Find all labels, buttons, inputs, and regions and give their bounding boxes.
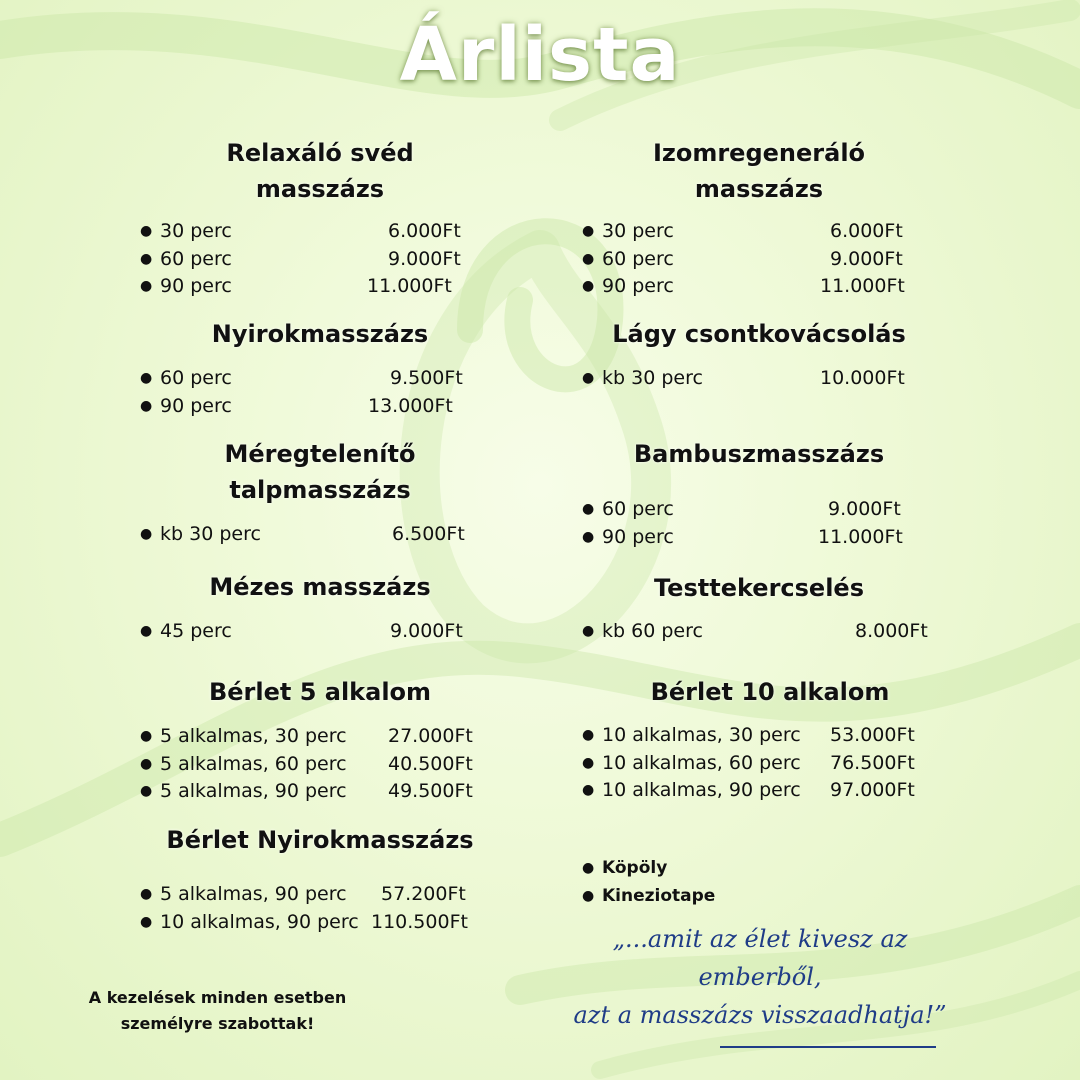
list-item	[582, 218, 922, 246]
item-label: 10 alkalmas, 90 perc	[160, 910, 359, 933]
section-title-line: Bérlet 10 alkalom	[650, 678, 890, 706]
item-price: 6.000Ft	[388, 220, 461, 242]
bullet-icon: ●	[140, 397, 153, 414]
item-price: 9.000Ft	[388, 247, 461, 270]
note-line: személyre szabottak!	[120, 1014, 315, 1033]
section-title-line: masszázs	[694, 175, 824, 203]
list-item	[582, 883, 882, 911]
list-item	[140, 723, 500, 751]
item-price: 27.000Ft	[388, 725, 473, 747]
item-label: 5 alkalmas, 90 perc	[160, 780, 347, 802]
item-label: 30 perc	[160, 220, 232, 242]
item-price: 11.000Ft	[367, 275, 452, 297]
item-label: 90 perc	[602, 525, 674, 548]
section-title-line: Lágy csontkovácsolás	[612, 320, 906, 348]
section-title-mezes-masszazs	[130, 569, 510, 605]
bullet-icon: ●	[140, 250, 153, 267]
bullet-icon: ●	[582, 528, 595, 545]
bullet-icon: ●	[582, 250, 595, 267]
price-list-bambuszmasszazs	[582, 496, 922, 551]
item-label: 45 perc	[160, 620, 232, 642]
item-price: 9.500Ft	[390, 367, 463, 389]
item-price: 8.000Ft	[855, 620, 928, 642]
item-price: 53.000Ft	[830, 724, 915, 746]
item-price: 40.500Ft	[388, 752, 473, 775]
list-item	[582, 365, 922, 393]
list-item	[140, 618, 480, 646]
bullet-icon: ●	[582, 623, 595, 639]
section-title-line: Mézes masszázs	[209, 573, 431, 601]
item-label: 30 perc	[602, 220, 674, 242]
bullet-icon: ●	[140, 278, 153, 294]
item-price: 11.000Ft	[818, 525, 903, 548]
list-item	[140, 365, 480, 393]
bullet-icon: ●	[582, 223, 595, 239]
price-list-izomregeneralo	[582, 218, 922, 301]
bullet-icon: ●	[582, 727, 595, 743]
price-list-meregtelenito-talpmasszazs	[140, 521, 480, 549]
item-label: 90 perc	[160, 275, 232, 297]
item-label: kb 60 perc	[602, 620, 703, 642]
list-item	[582, 750, 942, 778]
section-title-izomregeneralo	[569, 135, 949, 207]
item-label: 5 alkalmas, 90 perc	[160, 883, 347, 905]
item-label: 60 perc	[160, 367, 232, 389]
item-price: 97.000Ft	[830, 779, 915, 801]
item-price: 57.200Ft	[381, 883, 466, 905]
bullet-icon: ●	[582, 501, 595, 517]
item-label: kb 30 perc	[602, 367, 703, 389]
bullet-icon: ●	[140, 223, 153, 239]
list-item	[140, 778, 500, 806]
section-title-relaxalo-sved	[130, 135, 510, 207]
section-title-line: Testtekercselés	[654, 574, 864, 602]
section-title-line: Bérlet 5 alkalom	[208, 678, 432, 706]
section-title-line: Relaxáló svéd	[226, 139, 414, 167]
item-price: 76.500Ft	[830, 751, 915, 774]
list-item	[582, 246, 922, 274]
list-item	[140, 218, 480, 246]
bullet-icon: ●	[140, 783, 153, 799]
list-item	[582, 524, 922, 552]
section-title-line: Nyirokmasszázs	[211, 320, 429, 348]
list-item	[582, 496, 922, 524]
page-title: Árlista	[399, 12, 681, 98]
bullet-icon: ●	[582, 860, 595, 876]
bullet-icon: ●	[582, 887, 595, 904]
item-price: 10.000Ft	[820, 367, 905, 389]
extras-list	[582, 855, 882, 910]
item-label: 60 perc	[160, 247, 232, 270]
section-title-testtekercseles	[569, 570, 949, 606]
bullet-icon: ●	[140, 623, 153, 639]
section-title-line: Bérlet Nyirokmasszázs	[166, 826, 474, 854]
list-item	[582, 722, 942, 750]
item-label: 90 perc	[602, 275, 674, 297]
list-item	[140, 521, 480, 549]
bullet-icon: ●	[140, 728, 153, 744]
list-item	[582, 855, 882, 883]
quote-underline	[720, 1046, 936, 1048]
item-label: 60 perc	[602, 247, 674, 270]
section-title-berlet-5-alkalom	[130, 674, 510, 710]
item-label: 5 alkalmas, 60 perc	[160, 752, 347, 775]
quote-line: emberből,	[698, 963, 822, 991]
item-label: 90 perc	[160, 394, 232, 417]
list-item	[582, 618, 942, 646]
list-item	[140, 909, 500, 937]
quote	[560, 920, 960, 1034]
section-title-lagy-csontkovacsolas	[569, 316, 949, 352]
section-title-line: masszázs	[255, 175, 385, 203]
item-label: Köpöly	[602, 858, 668, 878]
quote-line: azt a masszázs visszaadhatja!”	[573, 1001, 947, 1029]
bullet-icon: ●	[582, 278, 595, 294]
list-item	[140, 393, 480, 421]
bullet-icon: ●	[582, 370, 595, 386]
section-title-nyirokmasszazs	[130, 316, 510, 352]
bullet-icon: ●	[140, 886, 153, 902]
item-price: 11.000Ft	[820, 275, 905, 297]
item-label: 10 alkalmas, 90 perc	[602, 779, 801, 801]
item-label: Kineziotape	[602, 885, 716, 906]
bullet-icon: ●	[140, 913, 153, 930]
item-price: 110.500Ft	[371, 910, 468, 933]
item-label: 10 alkalmas, 60 perc	[602, 751, 801, 774]
bullet-icon: ●	[582, 782, 595, 798]
bullet-icon: ●	[140, 370, 153, 386]
bullet-icon: ●	[140, 526, 153, 542]
item-price: 13.000Ft	[368, 394, 453, 417]
item-label: kb 30 perc	[160, 523, 261, 545]
bullet-icon: ●	[140, 755, 153, 772]
section-title-meregtelenito-talpmasszazs	[130, 436, 510, 508]
item-price: 49.500Ft	[388, 780, 473, 802]
price-list-testtekercseles	[582, 618, 942, 646]
quote-line: „...amit az élet kivesz az	[612, 925, 908, 953]
section-title-bambuszmasszazs	[569, 436, 949, 472]
section-title-line: talpmasszázs	[229, 476, 411, 504]
price-list-lagy-csontkovacsolas	[582, 365, 922, 393]
item-price: 6.500Ft	[392, 523, 465, 545]
list-item	[140, 881, 500, 909]
section-title-line: Bambuszmasszázs	[633, 440, 885, 468]
note-line: A kezelések minden esetben	[88, 988, 347, 1007]
item-price: 9.000Ft	[830, 247, 903, 270]
personalized-note	[60, 985, 375, 1037]
price-list-mezes-masszazs	[140, 618, 480, 646]
item-price: 9.000Ft	[390, 620, 463, 642]
section-title-berlet-10-alkalom	[580, 674, 960, 710]
list-item	[582, 777, 942, 805]
price-list-nyirokmasszazs	[140, 365, 480, 420]
list-item	[140, 246, 480, 274]
list-item	[582, 273, 922, 301]
item-label: 60 perc	[602, 498, 674, 520]
item-label: 10 alkalmas, 30 perc	[602, 724, 801, 746]
item-price: 6.000Ft	[830, 220, 903, 242]
bullet-icon: ●	[582, 754, 595, 771]
price-list-berlet-5-alkalom	[140, 723, 500, 806]
price-list-berlet-10-alkalom	[582, 722, 942, 805]
item-price: 9.000Ft	[828, 498, 901, 520]
item-label: 5 alkalmas, 30 perc	[160, 725, 347, 747]
price-list-berlet-nyirokmasszazs	[140, 881, 500, 936]
section-title-line: Izomregeneráló	[652, 139, 866, 167]
section-title-line: Méregtelenítő	[224, 440, 416, 468]
list-item	[140, 273, 480, 301]
list-item	[140, 751, 500, 779]
price-list-relaxalo-sved	[140, 218, 480, 301]
section-title-berlet-nyirokmasszazs	[130, 822, 510, 858]
